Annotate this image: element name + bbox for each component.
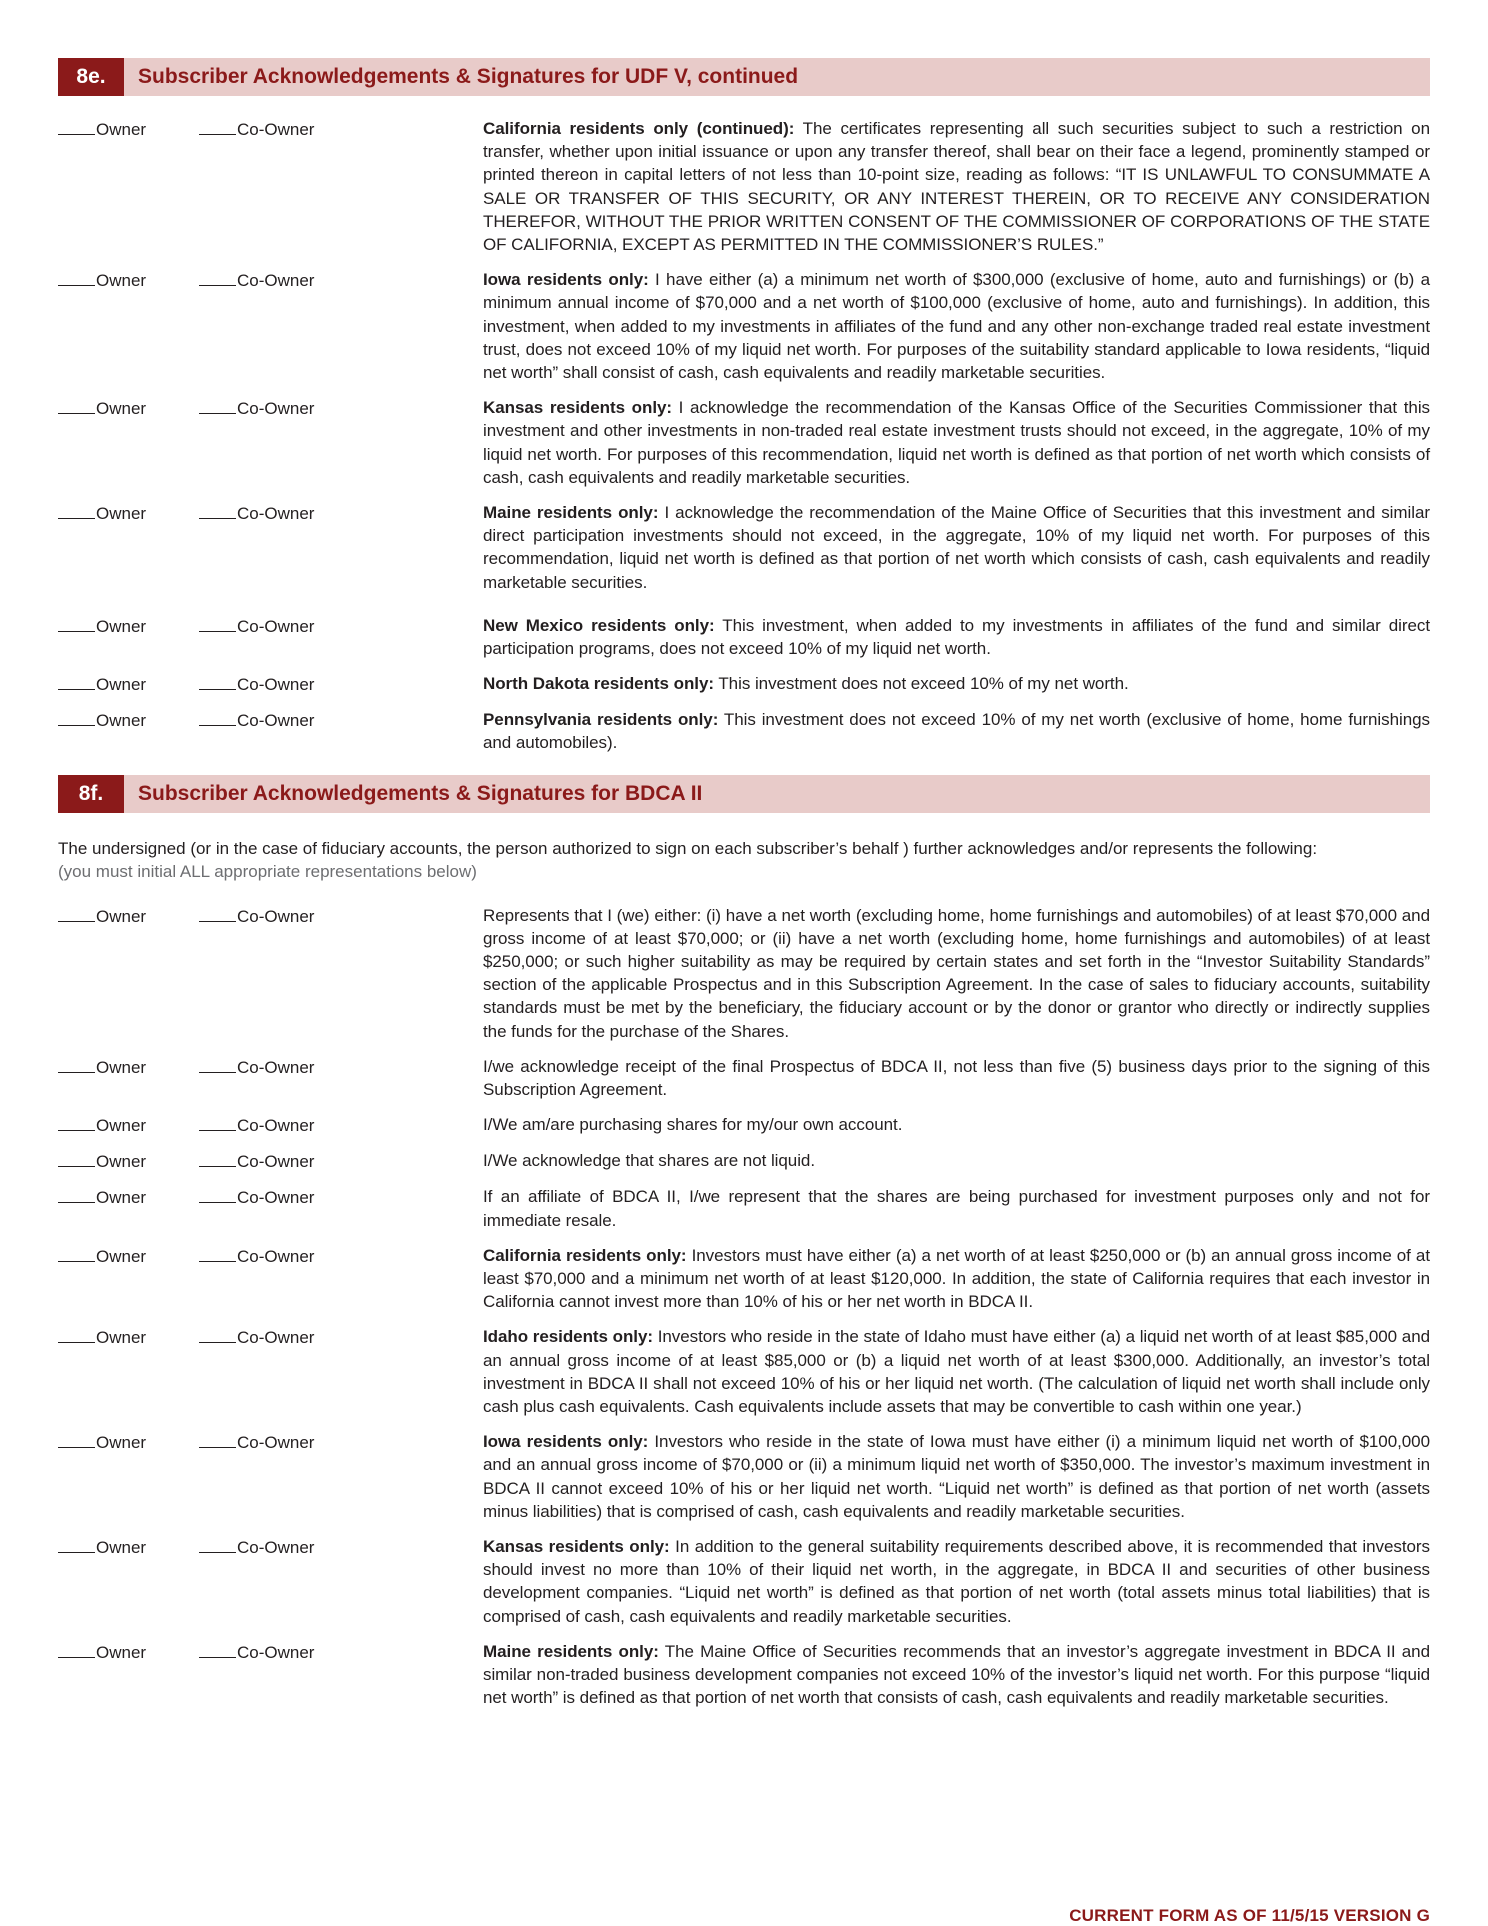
section-8f-header — [58, 775, 1430, 813]
owner-initials[interactable] — [58, 708, 199, 754]
paragraph-lead: California residents only (continued): — [483, 119, 795, 138]
owner-initial-line[interactable] — [58, 1113, 95, 1131]
acknowledgement-row — [58, 708, 1430, 754]
owner-initials[interactable] — [58, 1185, 199, 1231]
initials-group — [58, 501, 483, 594]
coowner-initial-line[interactable] — [199, 1185, 236, 1203]
coowner-label: Co-Owner — [237, 1188, 315, 1208]
paragraph-body: This investment does not exceed 10% of my net worth (exclusive of home, home furnishings and automobiles). — [483, 710, 1430, 753]
owner-initial-line[interactable] — [58, 672, 95, 690]
acknowledgement-text — [483, 1149, 1430, 1173]
owner-label: Owner — [96, 1057, 147, 1077]
owner-label: Owner — [96, 711, 147, 731]
paragraph-body: In addition to the general suitability requirements described above, it is recommended that investors should invest no more than 10% of their liquid net worth, in the aggregate, in BDCA II and securities of other business development companies. “Liquid net worth” is defined as that portion of net worth (total assets minus total liabilities) that is comprised of cash, cash equivalents and readily marketable securities. — [483, 1536, 1430, 1626]
owner-initials[interactable] — [58, 1244, 199, 1314]
paragraph-lead: Kansas residents only: — [483, 398, 673, 418]
paragraph-lead: Maine residents only: — [483, 503, 659, 523]
coowner-label: Co-Owner — [237, 616, 315, 636]
coowner-label: Co-Owner — [237, 1152, 315, 1172]
owner-initials[interactable] — [58, 117, 199, 256]
initials-group — [58, 904, 483, 1043]
acknowledgement-row — [58, 1113, 1430, 1137]
acknowledgement-text — [483, 614, 1430, 660]
acknowledgement-text — [483, 904, 1430, 1043]
form-version-footer: CURRENT FORM AS OF 11/5/15 VERSION G — [1069, 1906, 1430, 1925]
owner-label: Owner — [96, 1188, 147, 1208]
owner-label: Owner — [96, 1152, 147, 1172]
coowner-initial-line[interactable] — [199, 396, 236, 414]
initials-group — [58, 268, 483, 384]
acknowledgement-row — [58, 904, 1430, 1043]
paragraph-lead: New Mexico residents only: — [483, 615, 715, 635]
paragraph-body: I/We acknowledge that shares are not liquid. — [483, 1151, 816, 1171]
owner-initial-line[interactable] — [58, 1149, 95, 1167]
coowner-initials[interactable] — [199, 501, 314, 594]
paragraph-body: Investors who reside in the state of Iowa must have either (i) a minimum liquid net worth of $100,000 and an annual gross income of $70,000 or (ii) a minimum liquid net worth of $350,000. The investor’s maximum investment in BDCA II cannot exceed 10% of his or her liquid net worth. “Liquid net worth” is defined as that portion of net worth (assets minus liabilities) that is comprised of cash, cash equivalents and readily marketable securities. — [483, 1432, 1430, 1521]
initials-group — [58, 1430, 483, 1523]
acknowledgement-row — [58, 1325, 1430, 1418]
acknowledgement-row — [58, 396, 1430, 489]
owner-initial-line[interactable] — [58, 1185, 95, 1203]
initials-group — [58, 1113, 483, 1137]
coowner-label: Co-Owner — [237, 675, 315, 695]
section-number: 8e. — [58, 58, 124, 96]
coowner-initials[interactable] — [199, 1325, 314, 1418]
coowner-initials[interactable] — [199, 708, 314, 754]
coowner-label: Co-Owner — [237, 1642, 315, 1662]
owner-initials[interactable] — [58, 268, 199, 384]
paragraph-body: I have either (a) a minimum net worth of $300,000 (exclusive of home, auto and furnishings) or (b) a minimum annual income of $70,000 and a net worth of $100,000 (exclusive of home, auto and furnishings). In addition, this investment, when added to my investments in affiliates of the fund and any other non-exchange traded real estate investment trust, does not exceed 10% of my liquid net worth. For purposes of the suitability standard applicable to Iowa residents, “liquid net worth” shall consist of cash, cash equivalents and readily marketable securities. — [483, 270, 1430, 383]
owner-label: Owner — [96, 1246, 147, 1266]
owner-initials[interactable] — [58, 614, 199, 660]
coowner-initials[interactable] — [199, 1430, 314, 1523]
owner-initials[interactable] — [58, 1640, 199, 1710]
coowner-label: Co-Owner — [237, 906, 315, 926]
initials-group — [58, 1640, 483, 1710]
acknowledgement-text — [483, 708, 1430, 754]
coowner-initial-line[interactable] — [199, 1640, 236, 1658]
coowner-label: Co-Owner — [237, 1246, 315, 1266]
owner-initial-line[interactable] — [58, 396, 95, 414]
section-8f-intro — [58, 837, 1430, 883]
coowner-initials[interactable] — [199, 396, 314, 489]
coowner-initial-line[interactable] — [199, 268, 236, 286]
coowner-initials[interactable] — [199, 1149, 314, 1173]
coowner-initials[interactable] — [199, 672, 314, 696]
coowner-initials[interactable] — [199, 1640, 314, 1710]
acknowledgement-row — [58, 117, 1430, 256]
owner-initial-line[interactable] — [58, 1325, 95, 1343]
owner-initials[interactable] — [58, 1055, 199, 1101]
coowner-label: Co-Owner — [237, 1537, 315, 1557]
acknowledgement-text — [483, 1244, 1430, 1314]
coowner-label: Co-Owner — [237, 1116, 315, 1136]
coowner-initials[interactable] — [199, 614, 314, 660]
coowner-label: Co-Owner — [237, 1433, 315, 1453]
owner-initial-line[interactable] — [58, 501, 95, 519]
owner-initials[interactable] — [58, 1149, 199, 1173]
initials-group — [58, 672, 483, 696]
paragraph-lead: Kansas residents only: — [483, 1536, 670, 1556]
coowner-initial-line[interactable] — [199, 1149, 236, 1167]
coowner-initials[interactable] — [199, 1055, 314, 1101]
initials-group — [58, 1185, 483, 1231]
owner-label: Owner — [96, 504, 147, 524]
coowner-label: Co-Owner — [237, 711, 315, 731]
acknowledgement-row — [58, 1640, 1430, 1710]
coowner-initial-line[interactable] — [199, 1325, 236, 1343]
owner-label: Owner — [96, 1642, 147, 1662]
acknowledgement-row — [58, 1149, 1430, 1173]
acknowledgement-row — [58, 501, 1430, 594]
section-number: 8f. — [58, 775, 124, 813]
acknowledgement-text — [483, 1185, 1430, 1231]
initials-group — [58, 1535, 483, 1628]
paragraph-lead: Iowa residents only: — [483, 270, 649, 290]
paragraph-body: If an affiliate of BDCA II, I/we represent that the shares are being purchased for investment purposes only and not for immediate resale. — [483, 1187, 1430, 1230]
coowner-initials[interactable] — [199, 904, 314, 1043]
owner-label: Owner — [96, 1328, 147, 1348]
intro-note: (you must initial ALL appropriate representations below) — [58, 861, 477, 881]
initials-group — [58, 396, 483, 489]
owner-label: Owner — [96, 1116, 147, 1136]
initials-group — [58, 708, 483, 754]
acknowledgement-row — [58, 1185, 1430, 1231]
coowner-initial-line[interactable] — [199, 1244, 236, 1262]
coowner-initials[interactable] — [199, 1535, 314, 1628]
owner-initials[interactable] — [58, 672, 199, 696]
acknowledgement-text — [483, 1640, 1430, 1710]
paragraph-lead: Pennsylvania residents only: — [483, 710, 719, 730]
paragraph-lead: Iowa residents only: — [483, 1432, 649, 1452]
paragraph-body: I/We am/are purchasing shares for my/our own account. — [483, 1115, 903, 1135]
section-title: Subscriber Acknowledgements & Signatures for UDF V, continued — [138, 65, 799, 88]
owner-initial-line[interactable] — [58, 614, 95, 632]
coowner-initial-line[interactable] — [199, 904, 236, 922]
paragraph-body: The Maine Office of Securities recommends that an investor’s aggregate investment in BDCA II and similar non-traded business development companies not exceed 10% of the investor’s liquid net worth. For this purpose “liquid net worth” is defined as that portion of net worth that consists of cash, cash equivalents and readily marketable securities. — [483, 1641, 1430, 1708]
owner-initial-line[interactable] — [58, 268, 95, 286]
coowner-initial-line[interactable] — [199, 1113, 236, 1131]
paragraph-body: Investors who reside in the state of Idaho must have either (a) a liquid net worth of at least $85,000 and an annual gross income of at least $85,000 or (b) a liquid net worth of at least $300,000. Additionally, an investor’s total investment in BDCA II shall not exceed 10% of his or her liquid net worth. (The calculation of liquid net worth shall include only cash plus cash equivalents. Cash equivalents include assets that may be convertible to cash within one year.) — [483, 1327, 1431, 1416]
owner-initial-line[interactable] — [58, 1430, 95, 1448]
acknowledgement-text — [483, 1055, 1430, 1101]
owner-initials[interactable] — [58, 1535, 199, 1628]
form-page — [58, 58, 1430, 1709]
coowner-initial-line[interactable] — [199, 1430, 236, 1448]
paragraph-body: The certificates representing all such securities subject to such a restriction on transfer, whether upon initial issuance or upon any transfer thereof, shall bear on their face a legend, prominently stamped or printed thereon in capital letters of not less than 10-point size, reading as follows: “IT IS UNLAWFUL TO CONSUMMATE A SALE OR TRANSFER OF THIS SECURITY, OR ANY INTEREST THEREIN, OR TO RECEIVE ANY CONSIDERATION THEREFOR, WITHOUT THE PRIOR WRITTEN CONSENT OF THE COMMISSIONER OF CORPORATIONS OF THE STATE OF CALIFORNIA, EXCEPT AS PERMITTED IN THE COMMISSIONER’S RULES.” — [483, 119, 1430, 255]
coowner-initials[interactable] — [199, 117, 314, 256]
owner-initial-line[interactable] — [58, 1640, 95, 1658]
owner-initials[interactable] — [58, 904, 199, 1043]
initials-group — [58, 614, 483, 660]
coowner-initial-line[interactable] — [199, 501, 236, 519]
acknowledgement-text — [483, 1325, 1430, 1418]
coowner-label: Co-Owner — [237, 271, 315, 291]
coowner-initials[interactable] — [199, 1113, 314, 1137]
acknowledgement-row — [58, 1535, 1430, 1628]
initials-group — [58, 1149, 483, 1173]
owner-initial-line[interactable] — [58, 1244, 95, 1262]
section-8e-header — [58, 58, 1430, 96]
acknowledgement-row — [58, 672, 1430, 696]
paragraph-body: I/we acknowledge receipt of the final Prospectus of BDCA II, not less than five (5) business days prior to the signing of this Subscription Agreement. — [483, 1056, 1430, 1100]
owner-initial-line[interactable] — [58, 117, 95, 135]
owner-initials[interactable] — [58, 1325, 199, 1418]
acknowledgement-row — [58, 268, 1430, 384]
owner-label: Owner — [96, 1537, 147, 1557]
paragraph-body: Investors must have either (a) a net worth of at least $250,000 or (b) an annual gross income of at least $70,000 and a minimum net worth of at least $120,000. In addition, the state of California requires that each investor in California cannot invest more than 10% of his or her net worth in BDCA II. — [483, 1245, 1430, 1312]
acknowledgement-text — [483, 396, 1430, 489]
acknowledgement-text — [483, 1535, 1430, 1628]
coowner-label: Co-Owner — [237, 1057, 315, 1077]
acknowledgement-text — [483, 117, 1430, 256]
paragraph-lead: North Dakota residents only: — [483, 674, 714, 694]
coowner-label: Co-Owner — [237, 1328, 315, 1348]
owner-initials[interactable] — [58, 501, 199, 594]
coowner-label: Co-Owner — [237, 120, 315, 139]
coowner-initials[interactable] — [199, 268, 314, 384]
acknowledgement-text — [483, 672, 1430, 696]
coowner-initial-line[interactable] — [199, 117, 236, 135]
acknowledgement-text — [483, 1113, 1430, 1137]
owner-label: Owner — [96, 906, 147, 926]
paragraph-lead: Maine residents only: — [483, 1641, 659, 1661]
paragraph-lead: California residents only: — [483, 1245, 687, 1265]
owner-label: Owner — [96, 271, 147, 291]
acknowledgement-row — [58, 1244, 1430, 1314]
coowner-initial-line[interactable] — [199, 672, 236, 690]
acknowledgement-row — [58, 1430, 1430, 1523]
coowner-initials[interactable] — [199, 1185, 314, 1231]
owner-initial-line[interactable] — [58, 1535, 95, 1553]
acknowledgement-row — [58, 1055, 1430, 1101]
section-8f-items — [58, 904, 1430, 1710]
intro-text: The undersigned (or in the case of fiduciary accounts, the person authorized to sign on each subscriber’s behalf ) further acknowledges and/or represents the following: — [58, 838, 1318, 858]
owner-initials[interactable] — [58, 396, 199, 489]
owner-label: Owner — [96, 120, 147, 139]
paragraph-body: Represents that I (we) either: (i) have a net worth (excluding home, home furnishings and automobiles) of at least $70,000 and gross income of at least $70,000; or (ii) have a net worth (excluding home, home furnishings and automobiles) of at least $250,000; or such higher suitability as may be required by certain states and set forth in the “Investor Suitability Standards” section of the applicable Prospectus and in this Subscription Agreement. In the case of sales to fiduciary accounts, suitability standards must be met by the beneficiary, the fiduciary account or by the donor or grantor who directly or indirectly supplies the funds for the purchase of the Shares. — [483, 905, 1430, 1041]
owner-initial-line[interactable] — [58, 1055, 95, 1073]
paragraph-body: This investment does not exceed 10% of my net worth. — [713, 674, 1129, 694]
paragraph-body: This investment, when added to my investments in affiliates of the fund and similar direct participation programs, does not exceed 10% of my liquid net worth. — [483, 615, 1430, 659]
coowner-initial-line[interactable] — [199, 1535, 236, 1553]
owner-label: Owner — [96, 675, 147, 695]
owner-initial-line[interactable] — [58, 904, 95, 922]
coowner-initial-line[interactable] — [199, 1055, 236, 1073]
owner-initial-line[interactable] — [58, 708, 95, 726]
paragraph-lead: Idaho residents only: — [483, 1327, 654, 1347]
paragraph-body: I acknowledge the recommendation of the Maine Office of Securities that this investment and similar direct participation investments should not exceed, in the aggregate, 10% of my liquid net worth. For purposes of this recommendation, liquid net worth is defined as that portion of net worth which consists of cash, cash equivalents and readily marketable securities. — [483, 503, 1430, 592]
coowner-initials[interactable] — [199, 1244, 314, 1314]
initials-group — [58, 1055, 483, 1101]
owner-initials[interactable] — [58, 1113, 199, 1137]
initials-group — [58, 1244, 483, 1314]
acknowledgement-text — [483, 268, 1430, 384]
acknowledgement-text — [483, 501, 1430, 594]
owner-label: Owner — [96, 1433, 147, 1453]
section-8e-items — [58, 117, 1430, 755]
acknowledgement-text — [483, 1430, 1430, 1523]
owner-initials[interactable] — [58, 1430, 199, 1523]
coowner-label: Co-Owner — [237, 399, 315, 419]
paragraph-body: I acknowledge the recommendation of the Kansas Office of the Securities Commissioner that this investment and other investments in non-traded real estate investment trusts should not exceed, in the aggregate, 10% of my liquid net worth. For purposes of this recommendation, liquid net worth is defined as that portion of net worth which consists of cash, cash equivalents and readily marketable securities. — [483, 398, 1430, 487]
section-title: Subscriber Acknowledgements & Signatures for BDCA II — [138, 781, 703, 805]
acknowledgement-row — [58, 614, 1430, 660]
initials-group — [58, 117, 483, 256]
coowner-initial-line[interactable] — [199, 614, 236, 632]
owner-label: Owner — [96, 616, 147, 636]
coowner-label: Co-Owner — [237, 504, 315, 524]
owner-label: Owner — [96, 399, 147, 419]
coowner-initial-line[interactable] — [199, 708, 236, 726]
initials-group — [58, 1325, 483, 1418]
